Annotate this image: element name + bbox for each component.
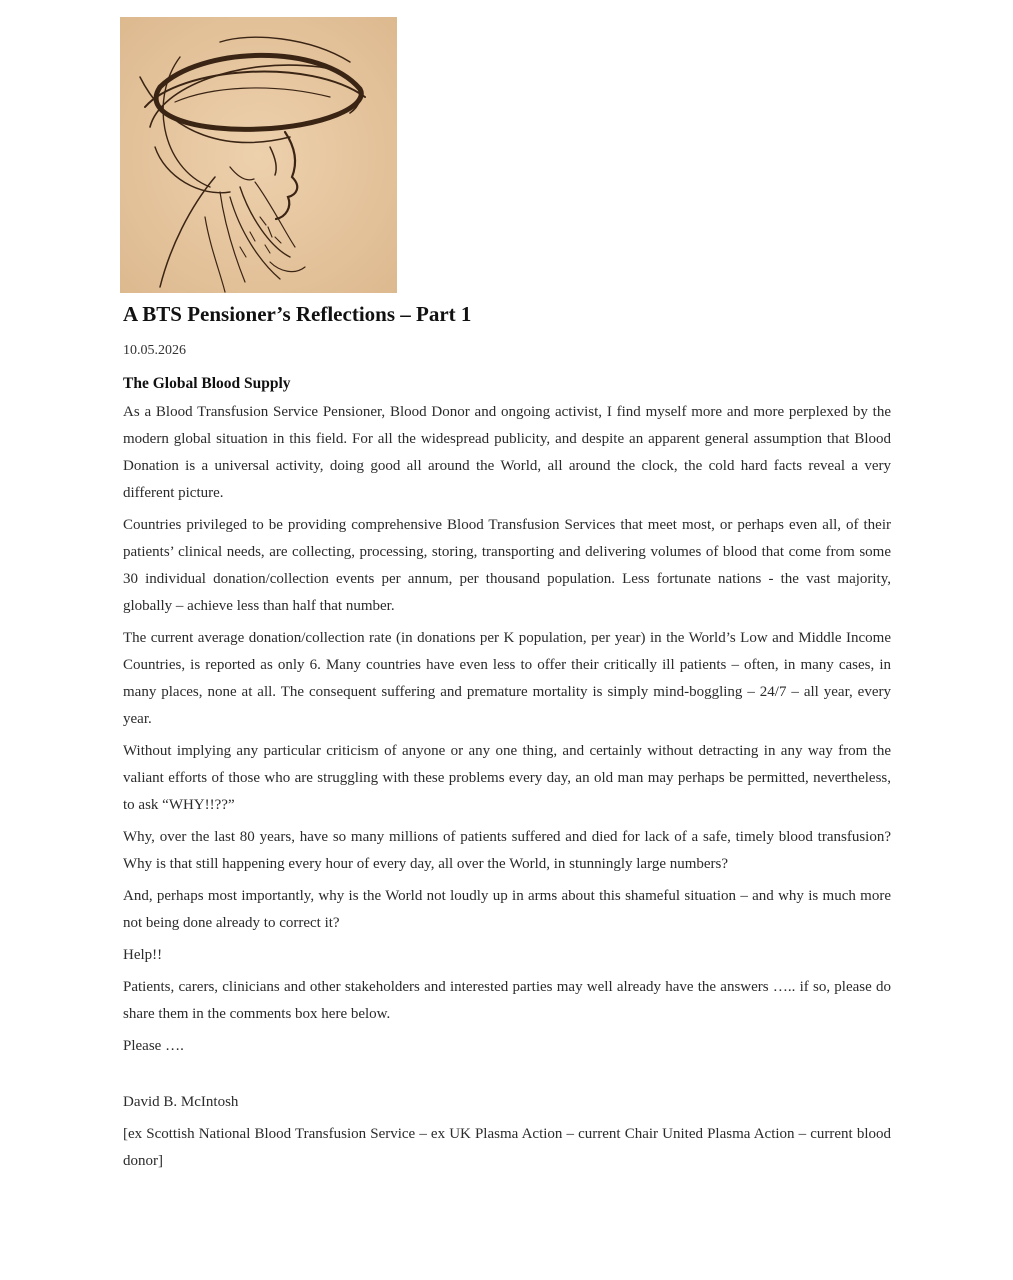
paragraph: Without implying any particular criticism of anyone or any one thing, and certainly without detracting in any way from the valiant efforts of those who are struggling with these problems every day, an old man may perhaps be permitted, nevertheless, to ask “WHY!!??” — [123, 743, 891, 813]
spacer — [123, 1065, 891, 1089]
paragraph: Please …. — [123, 1038, 184, 1054]
paragraph: Countries privileged to be providing comprehensive Blood Transfusion Services that meet most, or perhaps even all, of their patients’ clinical needs, are collecting, processing, storing, transporting and delivering volumes of blood that come from some 30 individual donation/collection events per annum, per thousand population. Less fortunate nations - the vast majority, globally – achieve less than half that number. — [123, 517, 891, 614]
article — [123, 300, 891, 1175]
page-title: A BTS Pensioner’s Reflections – Part 1 — [123, 302, 472, 326]
paragraph: And, perhaps most importantly, why is the World not loudly up in arms about this shameful situation – and why is much more not being done already to correct it? — [123, 888, 891, 931]
author-affiliation: [ex Scottish National Blood Transfusion Service – ex UK Plasma Action – current Chair United Plasma Action – current blood donor] — [123, 1126, 891, 1169]
publication-date: 10.05.2026 — [123, 343, 186, 358]
portrait-sketch — [120, 17, 397, 293]
paragraph: Why, over the last 80 years, have so many millions of patients suffered and died for lack of a safe, timely blood transfusion? Why is that still happening every hour of every day, all over the World, in stunningly large numbers? — [123, 829, 891, 872]
sketch-portrait-icon — [120, 17, 397, 293]
paragraph: The current average donation/collection rate (in donations per K population, per year) in the World’s Low and Middle Income Countries, is reported as only 6. Many countries have even less to offer their critically ill patients – often, in many cases, in many places, none at all. The consequent suffering and premature mortality is simply mind-boggling – 24/7 – all year, every year. — [123, 630, 891, 727]
author-name: David B. McIntosh — [123, 1094, 239, 1110]
paragraph: Patients, carers, clinicians and other stakeholders and interested parties may well already have the answers ….. if so, please do share them in the comments box here below. — [123, 979, 891, 1022]
section-heading: The Global Blood Supply — [123, 375, 291, 392]
paragraph: Help!! — [123, 947, 163, 963]
paragraph: As a Blood Transfusion Service Pensioner, Blood Donor and ongoing activist, I find myself more and more perplexed by the modern global situation in this field. For all the widespread publicity, and despite an apparent general assumption that Blood Donation is a universal activity, doing good all around the World, all around the clock, the cold hard facts reveal a very different picture. — [123, 404, 891, 501]
